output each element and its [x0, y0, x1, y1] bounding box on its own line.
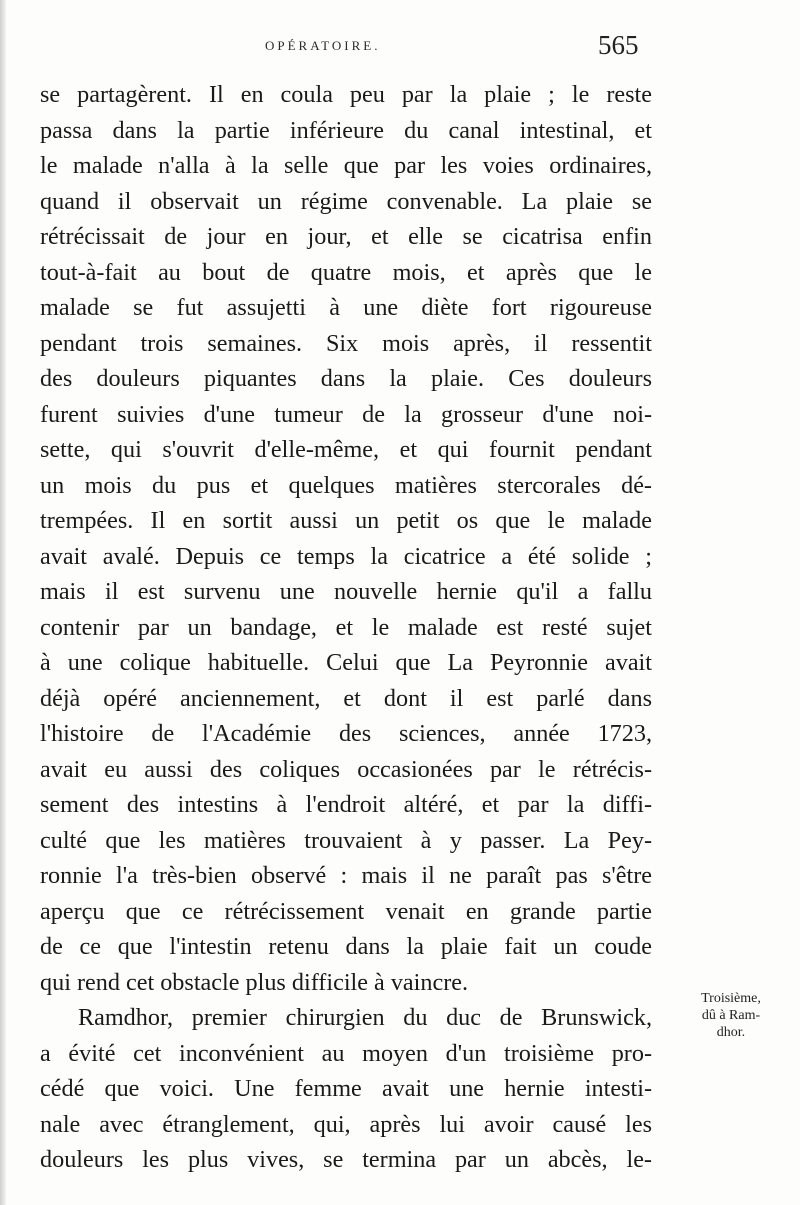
margin-note-line: dhor.	[716, 1025, 746, 1040]
text-line: culté que les matières trouvaient à y passer. La Pey-	[40, 826, 652, 854]
text-line: le malade n'alla à la selle que par les voies ordinaires,	[40, 152, 652, 179]
text-line: un mois du pus et quelques matières stercorales dé-	[40, 471, 652, 499]
paragraph-start-line: Ramdhor, premier chirurgien du duc de Brunswick,	[78, 1004, 652, 1031]
text-line: trempées. Il en sortit aussi un petit os que le malade	[40, 507, 652, 534]
text-line: furent suivies d'une tumeur de la grosseur d'une noi-	[40, 400, 652, 428]
text-line: avait eu aussi des coliques occasionées par le rétrécis-	[40, 755, 652, 783]
text-line: nale avec étranglement, qui, après lui avoir causé les	[40, 1110, 652, 1138]
text-line: des douleurs piquantes dans la plaie. Ces douleurs	[40, 365, 652, 392]
text-line: qui rend cet obstacle plus difficile à vaincre.	[40, 968, 469, 996]
body-text	[40, 77, 652, 1178]
text-line: a évité cet inconvénient au moyen d'un troisième pro-	[40, 1039, 652, 1067]
text-line: l'histoire de l'Académie des sciences, année 1723,	[40, 720, 652, 747]
text-line: à une colique habituelle. Celui que La Peyronnie avait	[40, 649, 652, 676]
text-line: se partagèrent. Il en coula peu par la plaie ; le reste	[40, 81, 652, 108]
text-line: déjà opéré anciennement, et dont il est parlé dans	[40, 684, 652, 712]
text-line: sette, qui s'ouvrit d'elle-même, et qui fournit pendant	[40, 436, 652, 463]
text-line: avait avalé. Depuis ce temps la cicatrice a été solide ;	[40, 542, 652, 570]
text-line: rétrécissait de jour en jour, et elle se cicatrisa enfin	[40, 223, 652, 250]
text-line: sement des intestins à l'endroit altéré, et par la diffi-	[40, 791, 652, 818]
text-line: mais il est survenu une nouvelle hernie qu'il a fallu	[40, 578, 652, 605]
text-line: quand il observait un régime convenable. La plaie se	[40, 187, 652, 215]
text-line: aperçu que ce rétrécissement venait en grande partie	[40, 897, 652, 925]
margin-note-line: Troisième,	[701, 991, 761, 1006]
text-line: contenir par un bandage, et le malade est resté sujet	[40, 613, 652, 641]
running-head: OPÉRATOIRE.	[265, 38, 381, 53]
page-number: 565	[598, 30, 639, 60]
text-line: cédé que voici. Une femme avait une hernie intesti-	[40, 1075, 652, 1102]
text-line: passa dans la partie inférieure du canal intestinal, et	[40, 116, 652, 144]
margin-note	[676, 990, 786, 1041]
margin-note-line: dû à Ram-	[701, 1008, 761, 1023]
text-line: pendant trois semaines. Six mois après, il ressentit	[40, 329, 652, 357]
text-line: tout-à-fait au bout de quatre mois, et après que le	[40, 258, 652, 286]
text-line: douleurs les plus vives, se termina par un abcès, le-	[40, 1146, 652, 1173]
text-line: ronnie l'a très-bien observé : mais il ne paraît pas s'être	[40, 862, 652, 889]
text-line: de ce que l'intestin retenu dans la plaie fait un coude	[40, 933, 652, 960]
text-line: malade se fut assujetti à une diète fort rigoureuse	[40, 294, 652, 321]
